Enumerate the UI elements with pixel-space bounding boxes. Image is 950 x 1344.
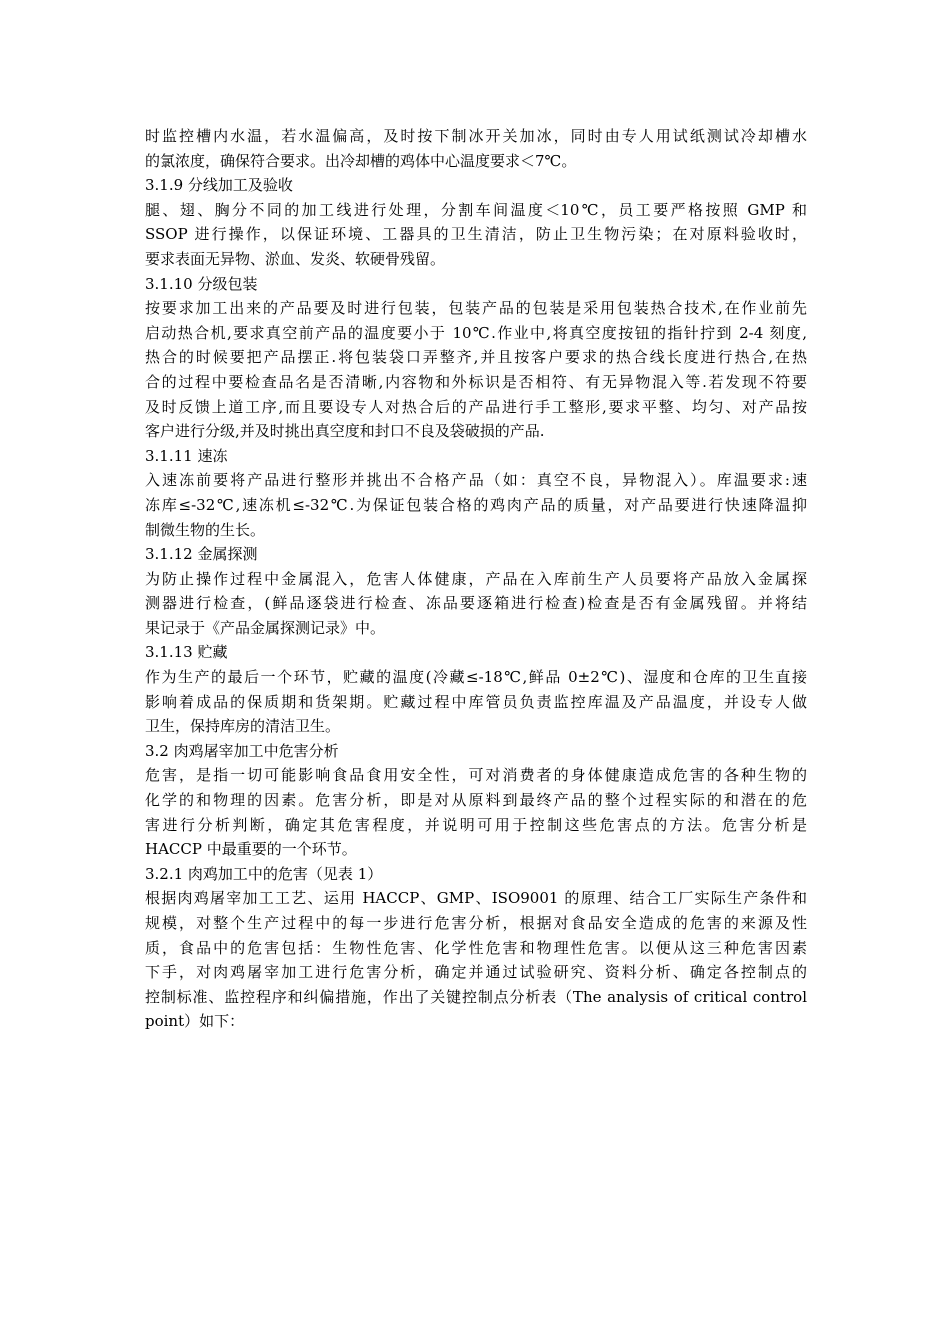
- text-line: 热合的时候要把产品摆正.将包装袋口弄整齐,并且按客户要求的热合线长度进行热合,在热: [145, 348, 807, 367]
- text-line: 冻库≤-32℃,速冻机≤-32℃.为保证包装合格的鸡肉产品的质量，对产品要进行快速降温抑: [145, 495, 807, 514]
- text-line: 3.2 肉鸡屠宰加工中危害分析: [145, 741, 339, 760]
- text-line: 启动热合机,要求真空前产品的温度要小于 10℃.作业中,将真空度按钮的指针拧到 2-4 刻度,: [145, 323, 807, 342]
- text-line: 影响着成品的保质期和货架期。贮藏过程中库管员负责监控库温及产品温度，并设专人做: [145, 692, 807, 711]
- text-line: 制微生物的生长。: [145, 520, 266, 539]
- text-line: 3.1.11 速冻: [145, 446, 228, 465]
- text-line: 按要求加工出来的产品要及时进行包装，包装产品的包装是采用包装热合技术,在作业前先: [145, 299, 807, 318]
- text-line: 作为生产的最后一个环节，贮藏的温度(冷藏≤-18℃,鲜品 0±2℃)、湿度和仓库的卫生直接: [145, 668, 807, 687]
- text-line: 时监控槽内水温，若水温偏高，及时按下制冰开关加冰，同时由专人用试纸测试冷却槽水: [145, 127, 807, 145]
- text-line: 要求表面无异物、淤血、发炎、软硬骨残留。: [145, 249, 446, 268]
- text-line: SSOP 进行操作，以保证环境、工器具的卫生清洁，防止卫生物污染；在对原料验收时，: [145, 225, 807, 244]
- text-line: 化学的和物理的因素。危害分析，即是对从原料到最终产品的整个过程实际的和潜在的危: [145, 791, 807, 810]
- text-line: 卫生，保持库房的清洁卫生。: [145, 717, 341, 736]
- text-line: 腿、翅、胸分不同的加工线进行处理，分割车间温度＜10℃，员工要严格按照 GMP 和: [145, 200, 807, 219]
- text-line: 规模，对整个生产过程中的每一步进行危害分析，根据对食品安全造成的危害的来源及性: [145, 914, 807, 932]
- text-line: 及时反馈上道工序,而且要设专人对热合后的产品进行手工整形,要求平整、均匀、对产品按: [145, 397, 807, 416]
- text-line: 下手，对肉鸡屠宰加工进行危害分析，确定并通过试验研究、资料分析、确定各控制点的: [145, 963, 807, 982]
- text-line: 3.1.10 分级包装: [145, 274, 258, 293]
- text-line: 入速冻前要将产品进行整形并挑出不合格产品（如：真空不良，异物混入）。库温要求:速: [145, 471, 807, 490]
- text-line: 的氯浓度，确保符合要求。出冷却槽的鸡体中心温度要求＜7℃。: [145, 151, 577, 170]
- text-line: 控制标准、监控程序和纠偏措施，作出了关键控制点分析表（The analysis of critical control: [145, 987, 807, 1006]
- text-line: 合的过程中要检查品名是否清晰,内容物和外标识是否相符、有无异物混入等.若发现不符要: [145, 372, 807, 391]
- text-line: point）如下：: [145, 1012, 245, 1031]
- text-line: HACCP 中最重要的一个环节。: [145, 840, 357, 859]
- text-line: 危害，是指一切可能影响食品食用安全性，可对消费者的身体健康造成危害的各种生物的: [145, 766, 807, 785]
- text-line: 客户进行分级,并及时挑出真空度和封口不良及袋破损的产品.: [145, 422, 545, 441]
- text-line: 根据肉鸡屠宰加工工艺、运用 HACCP、GMP、ISO9001 的原理、结合工厂实际生产条件和: [145, 889, 807, 908]
- text-line: 质，食品中的危害包括：生物性危害、化学性危害和物理性危害。以便从这三种危害因素: [145, 938, 807, 957]
- text-line: 3.1.13 贮藏: [145, 643, 228, 662]
- text-line: 3.2.1 肉鸡加工中的危害（见表 1）: [145, 864, 383, 883]
- text-line: 测器进行检查，(鲜品逐袋进行检查、冻品要逐箱进行检查)检查是否有金属残留。并将结: [145, 594, 807, 613]
- text-line: 为防止操作过程中金属混入，危害人体健康，产品在入库前生产人员要将产品放入金属探: [145, 569, 807, 588]
- text-line: 害进行分析判断，确定其危害程度，并说明可用于控制这些危害点的方法。危害分析是: [145, 815, 807, 834]
- text-line: 3.1.9 分线加工及验收: [145, 176, 293, 195]
- text-line: 3.1.12 金属探测: [145, 545, 258, 564]
- document-body: [145, 124, 807, 1034]
- text-line: 果记录于《产品金属探测记录》中。: [145, 618, 386, 637]
